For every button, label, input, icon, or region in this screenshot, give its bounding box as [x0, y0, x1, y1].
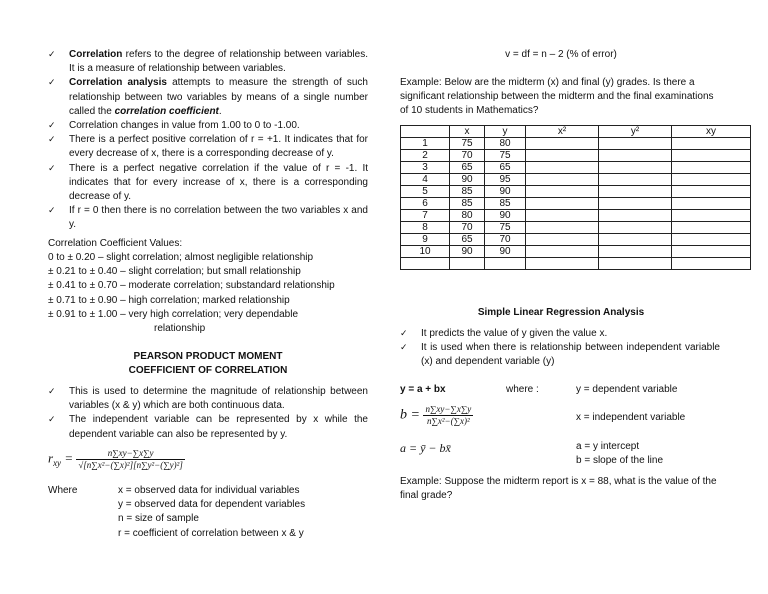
table-cell: [526, 210, 599, 222]
table-cell: 70: [450, 222, 485, 234]
table-cell: [672, 150, 751, 162]
table-header-cell: y: [485, 126, 526, 138]
grades-table-header: [401, 126, 751, 138]
formula-fraction: [76, 448, 185, 471]
table-cell: [526, 222, 599, 234]
table-cell: 90: [450, 174, 485, 186]
bullet-item: [48, 162, 368, 205]
table-row: [401, 198, 751, 210]
table-cell: 70: [450, 150, 485, 162]
table-cell: [450, 258, 485, 270]
table-cell: 7: [401, 210, 450, 222]
table-cell: [672, 138, 751, 150]
bullet-text: refers to the degree of relationship between variables. It is a measure of relationship between variables.: [69, 49, 368, 75]
bullet-text: There is a perfect positive correlation of r = +1. It indicates that for every decrease of x, there is a corresponding decrease of y.: [69, 134, 368, 160]
table-header-cell: [401, 126, 450, 138]
table-cell: [599, 198, 672, 210]
table-cell: 95: [485, 174, 526, 186]
bullet-item: [48, 133, 368, 161]
coefficient-values-title: Correlation Coefficient Values:: [48, 238, 183, 249]
where-definition: n = size of sample: [118, 513, 199, 525]
bullet-lead: Correlation: [69, 49, 123, 60]
regression-where-label: where :: [506, 384, 539, 395]
bullet-item: [48, 76, 368, 119]
table-cell: 65: [485, 162, 526, 174]
table-cell: [526, 174, 599, 186]
table-cell: [526, 186, 599, 198]
bullet-text: attempts to measure the strength of such relationship between two variables by means of a single number called the: [69, 77, 368, 117]
table-cell: [401, 258, 450, 270]
formula-lhs: r: [48, 450, 54, 466]
table-header-cell: x²: [526, 126, 599, 138]
bullet-text: There is a perfect negative correlation if the value of r = -1. It indicates that for every increase of x, there is a corresponding decrease of y.: [69, 162, 368, 203]
table-cell: [526, 150, 599, 162]
bullet-item: ✓ This is used to determine the magnitude of relationship between variables (x & y) which are both continuous data.: [48, 385, 368, 413]
table-cell: 65: [450, 162, 485, 174]
table-row: [401, 186, 751, 198]
correlation-bullet-list: [48, 48, 368, 233]
table-cell: [599, 138, 672, 150]
table-cell: [672, 174, 751, 186]
where-definition: r = coefficient of correlation between x & y: [118, 527, 304, 539]
table-row: [401, 174, 751, 186]
table-cell: [526, 258, 599, 270]
table-cell: 3: [401, 162, 450, 174]
table-cell: 4: [401, 174, 450, 186]
table-cell: 2: [401, 150, 450, 162]
bullet-item: ✓ It predicts the value of y given the value x.: [400, 327, 720, 341]
table-cell: [672, 234, 751, 246]
table-row: [401, 246, 751, 258]
bullet-item: [48, 204, 368, 232]
regression-equation: y = a + bx: [400, 384, 446, 395]
table-cell: 75: [485, 150, 526, 162]
table-cell: [672, 258, 751, 270]
grades-table: [400, 125, 751, 270]
table-cell: [599, 210, 672, 222]
formula-equals: =: [64, 450, 77, 466]
table-header-cell: x: [450, 126, 485, 138]
where-definition: y = observed data for dependent variables: [118, 499, 306, 511]
table-cell: [485, 258, 526, 270]
table-cell: [599, 234, 672, 246]
table-cell: [526, 162, 599, 174]
table-cell: 1: [401, 138, 450, 150]
coefficient-values-continuation: relationship: [154, 323, 206, 334]
bullet-item: [48, 119, 368, 133]
table-row: [401, 234, 751, 246]
table-cell: [599, 150, 672, 162]
bullet-lead: Correlation analysis: [69, 77, 167, 89]
table-cell: [599, 258, 672, 270]
table-cell: [599, 174, 672, 186]
example2-text: Example: Suppose the midterm report is x = 88, what is the value of the final grade?: [400, 476, 717, 502]
formula-subscript: xy: [53, 458, 62, 469]
slr-heading: Simple Linear Regression Analysis: [477, 307, 645, 318]
bullet-text: If r = 0 then there is no correlation between the two variables x and y.: [69, 205, 368, 231]
coefficient-value-line: ± 0.41 to ± 0.70 – moderate correlation; substandard relationship: [48, 280, 335, 292]
table-cell: [672, 198, 751, 210]
table-cell: [526, 198, 599, 210]
bullet-tail: .: [218, 105, 222, 117]
table-row: [401, 162, 751, 174]
def-x: x = independent variable: [576, 412, 686, 423]
slope-numerator: n∑xy−∑x∑y: [425, 404, 472, 414]
example1-text: Example: Below are the midterm (x) and final (y) grades. Is there a significant relationship between the midterm and the final examinations of 10 students in Mathematics?: [400, 77, 714, 117]
slope-denominator: n∑x²−(∑x)²: [426, 416, 470, 426]
coefficient-value-line: ± 0.21 to ± 0.40 – slight correlation; but small relationship: [48, 266, 301, 278]
table-cell: 90: [450, 246, 485, 258]
table-cell: [672, 246, 751, 258]
table-cell: [599, 222, 672, 234]
slope-formula-lhs: b =: [400, 407, 420, 423]
table-header-cell: xy: [672, 126, 751, 138]
coefficient-values-list: [48, 251, 368, 322]
table-cell: [526, 234, 599, 246]
table-row: [401, 210, 751, 222]
bullet-text: Correlation changes in value from 1.00 to 0 to -1.00.: [69, 120, 300, 132]
table-cell: [526, 138, 599, 150]
table-cell: [526, 246, 599, 258]
table-cell: 75: [450, 138, 485, 150]
bullet-emphasis: correlation coefficient: [114, 105, 219, 117]
coefficient-value-line: ± 0.91 to ± 1.00 – very high correlation; very dependable: [48, 308, 299, 320]
bullet-item: [48, 48, 368, 76]
intercept-formula: a = ȳ − bx̄: [400, 441, 451, 455]
table-cell: 75: [485, 222, 526, 234]
table-cell: 5: [401, 186, 450, 198]
slope-fraction: [423, 404, 473, 427]
formula-denominator: √[n∑x²−(∑x)²][n∑y²−(∑y)²]: [78, 460, 183, 470]
table-cell: [599, 162, 672, 174]
pearson-heading-line2: COEFFICIENT OF CORRELATION: [128, 365, 288, 377]
table-cell: 85: [485, 198, 526, 210]
where-definition: x = observed data for individual variables: [118, 485, 300, 496]
where-label: Where: [48, 485, 78, 496]
table-cell: 85: [450, 186, 485, 198]
pearson-heading-line1: PEARSON PRODUCT MOMENT: [133, 351, 283, 362]
table-cell: 6: [401, 198, 450, 210]
table-cell: [672, 162, 751, 174]
table-cell: 90: [485, 186, 526, 198]
table-row: [401, 138, 751, 150]
table-header-cell: y²: [599, 126, 672, 138]
coefficient-value-line: ± 0.71 to ± 0.90 – high correlation; marked relationship: [48, 294, 290, 306]
table-cell: [599, 186, 672, 198]
pearson-heading: [48, 350, 368, 378]
table-row: [401, 222, 751, 234]
slr-bullet-list: [400, 327, 720, 370]
def-b: b = slope of the line: [576, 455, 664, 466]
table-cell: [672, 186, 751, 198]
table-cell: 65: [450, 234, 485, 246]
table-cell: 9: [401, 234, 450, 246]
pearson-bullet-list: [48, 385, 368, 442]
table-cell: [672, 210, 751, 222]
coefficient-value-line: 0 to ± 0.20 – slight correlation; almost negligible relationship: [48, 252, 314, 263]
pearson-formula: [48, 448, 185, 471]
table-row: [401, 258, 751, 270]
def-a: a = y intercept: [576, 441, 640, 452]
slope-formula: [400, 404, 473, 427]
formula-numerator: n∑xy−∑x∑y: [76, 448, 185, 460]
table-cell: 85: [450, 198, 485, 210]
table-cell: 80: [485, 138, 526, 150]
def-y: y = dependent variable: [576, 384, 678, 395]
bullet-item: ✓ The independent variable can be represented by x while the dependent variable can also be represented by y.: [48, 413, 368, 441]
table-cell: 90: [485, 246, 526, 258]
bullet-item: ✓ It is used when there is relationship between independent variable (x) and dependent variable (y): [400, 341, 720, 369]
table-row: [401, 150, 751, 162]
table-cell: 8: [401, 222, 450, 234]
table-cell: 80: [450, 210, 485, 222]
table-cell: 70: [485, 234, 526, 246]
table-cell: 90: [485, 210, 526, 222]
where-definitions: [118, 484, 368, 541]
degrees-of-freedom-line: v = df = n – 2 (% of error): [505, 49, 617, 60]
table-cell: [599, 246, 672, 258]
table-cell: [672, 222, 751, 234]
table-cell: 10: [401, 246, 450, 258]
